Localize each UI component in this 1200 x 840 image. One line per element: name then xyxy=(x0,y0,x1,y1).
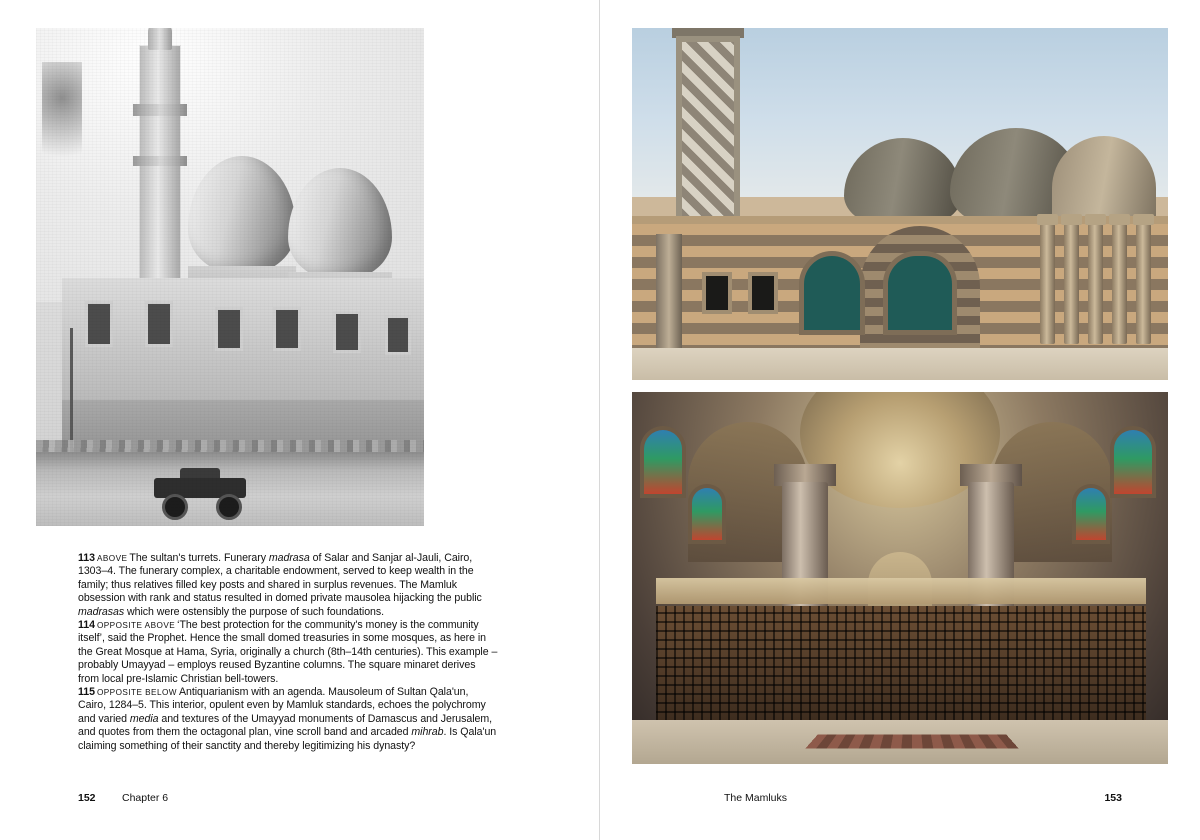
foreground-pillar-shape xyxy=(656,234,682,358)
pole-shape xyxy=(70,328,73,458)
window-shape xyxy=(148,304,170,344)
reused-column-shape xyxy=(1040,224,1055,344)
vine-scroll-band-shape xyxy=(656,578,1146,604)
caption-block xyxy=(78,552,498,753)
reused-column-shape xyxy=(1112,224,1127,344)
courtyard-ground-shape xyxy=(632,348,1168,380)
reused-column-shape xyxy=(1088,224,1103,344)
stained-glass-window-shape xyxy=(692,488,722,540)
window-shape xyxy=(706,276,728,310)
caption-text: The sultan's turrets. Funerary xyxy=(129,552,269,564)
caption-italic: madrasas xyxy=(78,605,125,618)
caption-text: which were ostensibly the purpose of such foundations. xyxy=(124,605,385,618)
wooden-screen-shape xyxy=(656,606,1146,722)
right-page-number: 153 xyxy=(1104,792,1122,804)
window-shape xyxy=(388,318,408,352)
jeep-shape xyxy=(154,468,246,508)
reused-column-shape xyxy=(1064,224,1079,344)
caption-text: . Is Qala'un claiming something of their sanctity and thereby legitimizing his dynasty? xyxy=(78,726,497,752)
window-shape xyxy=(218,310,240,348)
window-shape xyxy=(88,304,110,344)
left-page xyxy=(0,0,599,840)
caption-115 xyxy=(78,686,498,753)
minaret-shape xyxy=(140,46,180,296)
caption-position: ABOVE xyxy=(96,554,128,563)
caption-text: ‘The best protection for the community's money is the community itself’, said the Prophet. Hence the small domed treasuries in some mosques, as here in the Great Mosque at Hama, Syria, originally a church (8th–14th centuries). This example – probably Umayyad – employs reused Byzantine columns. The square minaret derives from local pre-Islamic Christian bell-towers. xyxy=(78,619,498,685)
left-page-number: 152 xyxy=(78,792,96,804)
caption-text: and textures of the Umayyad monuments of Damascus and Jerusalem, and quotes from them the octagonal plan, vine scroll band and arcaded xyxy=(78,712,493,739)
caption-position: OPPOSITE ABOVE xyxy=(96,621,176,631)
jeep-wheel-shape xyxy=(162,494,188,520)
stained-glass-window-shape xyxy=(644,430,682,494)
great-mosque-hama-photograph xyxy=(632,28,1168,380)
byzantine-colonnade xyxy=(1040,224,1168,356)
window-shape xyxy=(276,310,298,348)
caption-number: 114 xyxy=(78,619,95,632)
window-shape xyxy=(336,314,358,350)
caption-text: Antiquarianism with an agenda. Mausoleum of Sultan Qala'un, Cairo, 1284–5. This interior, opulent even by Mamluk standards, echoes the polychromy and varied xyxy=(78,686,486,725)
minaret-balcony-shape xyxy=(133,156,187,166)
window-shape xyxy=(752,276,774,310)
qalaun-mausoleum-interior-photograph xyxy=(632,392,1168,764)
right-page xyxy=(600,0,1200,840)
right-page-section-title: The Mamluks xyxy=(724,792,788,804)
caption-number: 113 xyxy=(78,552,95,564)
stained-glass-window-shape xyxy=(1076,488,1106,540)
caption-number: 115 xyxy=(78,686,95,699)
caption-113 xyxy=(78,552,498,619)
carpet-shape xyxy=(805,735,1018,749)
left-page-chapter-label: Chapter 6 xyxy=(122,792,169,804)
caption-position: OPPOSITE BELOW xyxy=(96,688,177,698)
reused-column-shape xyxy=(1136,224,1151,344)
green-door-shape xyxy=(804,256,860,330)
caption-text: of Salar and Sanjar al-Jauli, Cairo, 1303–4. The funerary complex, a charitable endowment, served to keep wealth in the family; thus relatives filled key posts and shared in surplus revenues. The Mamluk obsession with rank and status resulted in domed private mausolea hijacking the public xyxy=(78,552,482,605)
caption-114 xyxy=(78,619,498,686)
jeep-wheel-shape xyxy=(216,494,242,520)
stained-glass-window-shape xyxy=(1114,430,1152,494)
caption-italic: media xyxy=(129,712,159,725)
green-door-shape xyxy=(888,256,952,330)
caption-italic: mihrab xyxy=(411,726,444,739)
black-and-white-photograph xyxy=(36,28,424,526)
foliage-shape xyxy=(42,62,82,182)
square-minaret-shape xyxy=(676,36,740,236)
caption-italic: madrasa xyxy=(268,552,310,564)
